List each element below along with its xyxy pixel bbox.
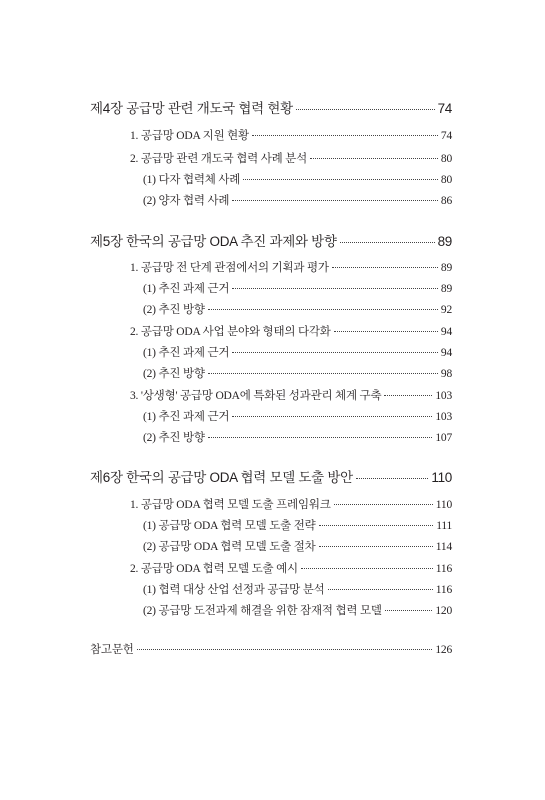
toc-page-number: 89 (440, 283, 452, 295)
toc-label: 제5장 한국의 공급망 ODA 추진 과제와 방향 (90, 234, 337, 249)
toc-subsection[interactable] (143, 192, 452, 208)
toc-subsection[interactable] (143, 581, 452, 597)
toc-label: (2) 추진 방향 (143, 368, 205, 380)
dot-leader (332, 267, 438, 268)
toc-section[interactable] (130, 560, 452, 576)
toc-page-number: 74 (440, 130, 452, 142)
toc-page-number: 98 (440, 368, 452, 380)
toc-page-number: 116 (435, 584, 452, 596)
dot-leader (252, 135, 438, 136)
dot-leader (208, 437, 433, 438)
toc-page-number: 114 (435, 541, 452, 553)
toc-label: (1) 협력 대상 산업 선정과 공급망 분석 (143, 584, 325, 596)
toc-page-number: 103 (435, 411, 452, 423)
toc-label: (1) 추진 과제 근거 (143, 347, 230, 359)
toc-page-number: 86 (440, 195, 452, 207)
toc-section[interactable] (130, 127, 452, 143)
toc-label: 2. 공급망 ODA 협력 모델 도출 예시 (130, 563, 298, 575)
toc-label: (1) 추진 과제 근거 (143, 283, 230, 295)
toc-label: 1. 공급망 ODA 지원 현황 (130, 130, 249, 142)
toc-chapter-4[interactable] (90, 97, 452, 117)
toc-page-number: 120 (435, 605, 452, 617)
toc-page-number: 94 (440, 347, 452, 359)
dot-leader (137, 649, 433, 650)
toc-label: (2) 추진 방향 (143, 304, 205, 316)
toc-subsection[interactable] (143, 602, 452, 618)
toc-page-number: 80 (440, 174, 452, 186)
toc-label: 제4장 공급망 관련 개도국 협력 현황 (90, 101, 293, 116)
dot-leader (334, 504, 433, 505)
toc-subsection[interactable] (143, 538, 452, 554)
toc-label: 참고문헌 (90, 644, 134, 656)
toc-section[interactable] (130, 150, 452, 166)
toc-subsection[interactable] (143, 171, 452, 187)
toc-subsection[interactable] (143, 365, 452, 381)
toc-subsection[interactable] (143, 517, 452, 533)
toc-subsection[interactable] (143, 280, 452, 296)
toc-page-number: 110 (431, 470, 452, 485)
toc-page-number: 111 (436, 520, 452, 532)
toc-label: (1) 추진 과제 근거 (143, 411, 230, 423)
toc-label: (2) 양자 협력 사례 (143, 195, 230, 207)
toc-label: (2) 공급망 ODA 협력 모델 도출 절차 (143, 541, 316, 553)
dot-leader (310, 158, 438, 159)
dot-leader (340, 242, 435, 243)
dot-leader (384, 395, 432, 396)
toc-chapter-6[interactable] (90, 466, 452, 486)
dot-leader (232, 288, 438, 289)
dot-leader (296, 109, 435, 110)
toc-section[interactable] (130, 387, 452, 403)
toc-label: 2. 공급망 ODA 사업 분야와 형태의 다각화 (130, 326, 331, 338)
toc-page-number: 80 (440, 153, 452, 165)
toc-section[interactable] (130, 259, 452, 275)
toc-label: 제6장 한국의 공급망 ODA 협력 모델 도출 방안 (90, 470, 353, 485)
toc-label: 1. 공급망 ODA 협력 모델 도출 프레임워크 (130, 499, 331, 511)
toc-section[interactable] (130, 496, 452, 512)
toc-references[interactable] (90, 641, 452, 657)
dot-leader (232, 352, 438, 353)
toc-page-number: 103 (435, 390, 452, 402)
toc-section[interactable] (130, 323, 452, 339)
toc-page-number: 126 (435, 644, 452, 656)
toc-page-number: 110 (435, 499, 452, 511)
toc-page-number: 74 (437, 101, 452, 116)
toc-label: 3. '상생형' 공급망 ODA에 특화된 성과관리 체계 구축 (130, 390, 382, 402)
dot-leader (301, 568, 433, 569)
toc-label: (2) 추진 방향 (143, 432, 205, 444)
toc-label: (2) 공급망 도전과제 해결을 위한 잠재적 협력 모델 (143, 605, 382, 617)
dot-leader (243, 179, 438, 180)
toc-label: (1) 공급망 ODA 협력 모델 도출 전략 (143, 520, 316, 532)
dot-leader (208, 309, 438, 310)
dot-leader (385, 610, 433, 611)
dot-leader (232, 416, 432, 417)
toc-page-number: 89 (440, 262, 452, 274)
toc-page-number: 116 (435, 563, 452, 575)
dot-leader (208, 373, 438, 374)
toc-page-number: 92 (440, 304, 452, 316)
toc-page-number: 94 (440, 326, 452, 338)
toc-page-number: 89 (437, 234, 452, 249)
dot-leader (319, 525, 434, 526)
toc-subsection[interactable] (143, 408, 452, 424)
dot-leader (232, 200, 438, 201)
toc-chapter-5[interactable] (90, 230, 452, 250)
dot-leader (334, 331, 438, 332)
toc-label: (1) 다자 협력체 사례 (143, 174, 241, 186)
dot-leader (356, 478, 429, 479)
dot-leader (328, 589, 433, 590)
toc-subsection[interactable] (143, 429, 452, 445)
toc-label: 1. 공급망 전 단계 관점에서의 기획과 평가 (130, 262, 329, 274)
dot-leader (319, 546, 433, 547)
toc-subsection[interactable] (143, 301, 452, 317)
toc-subsection[interactable] (143, 344, 452, 360)
toc-page-number: 107 (435, 432, 452, 444)
toc-label: 2. 공급망 관련 개도국 협력 사례 분석 (130, 153, 307, 165)
